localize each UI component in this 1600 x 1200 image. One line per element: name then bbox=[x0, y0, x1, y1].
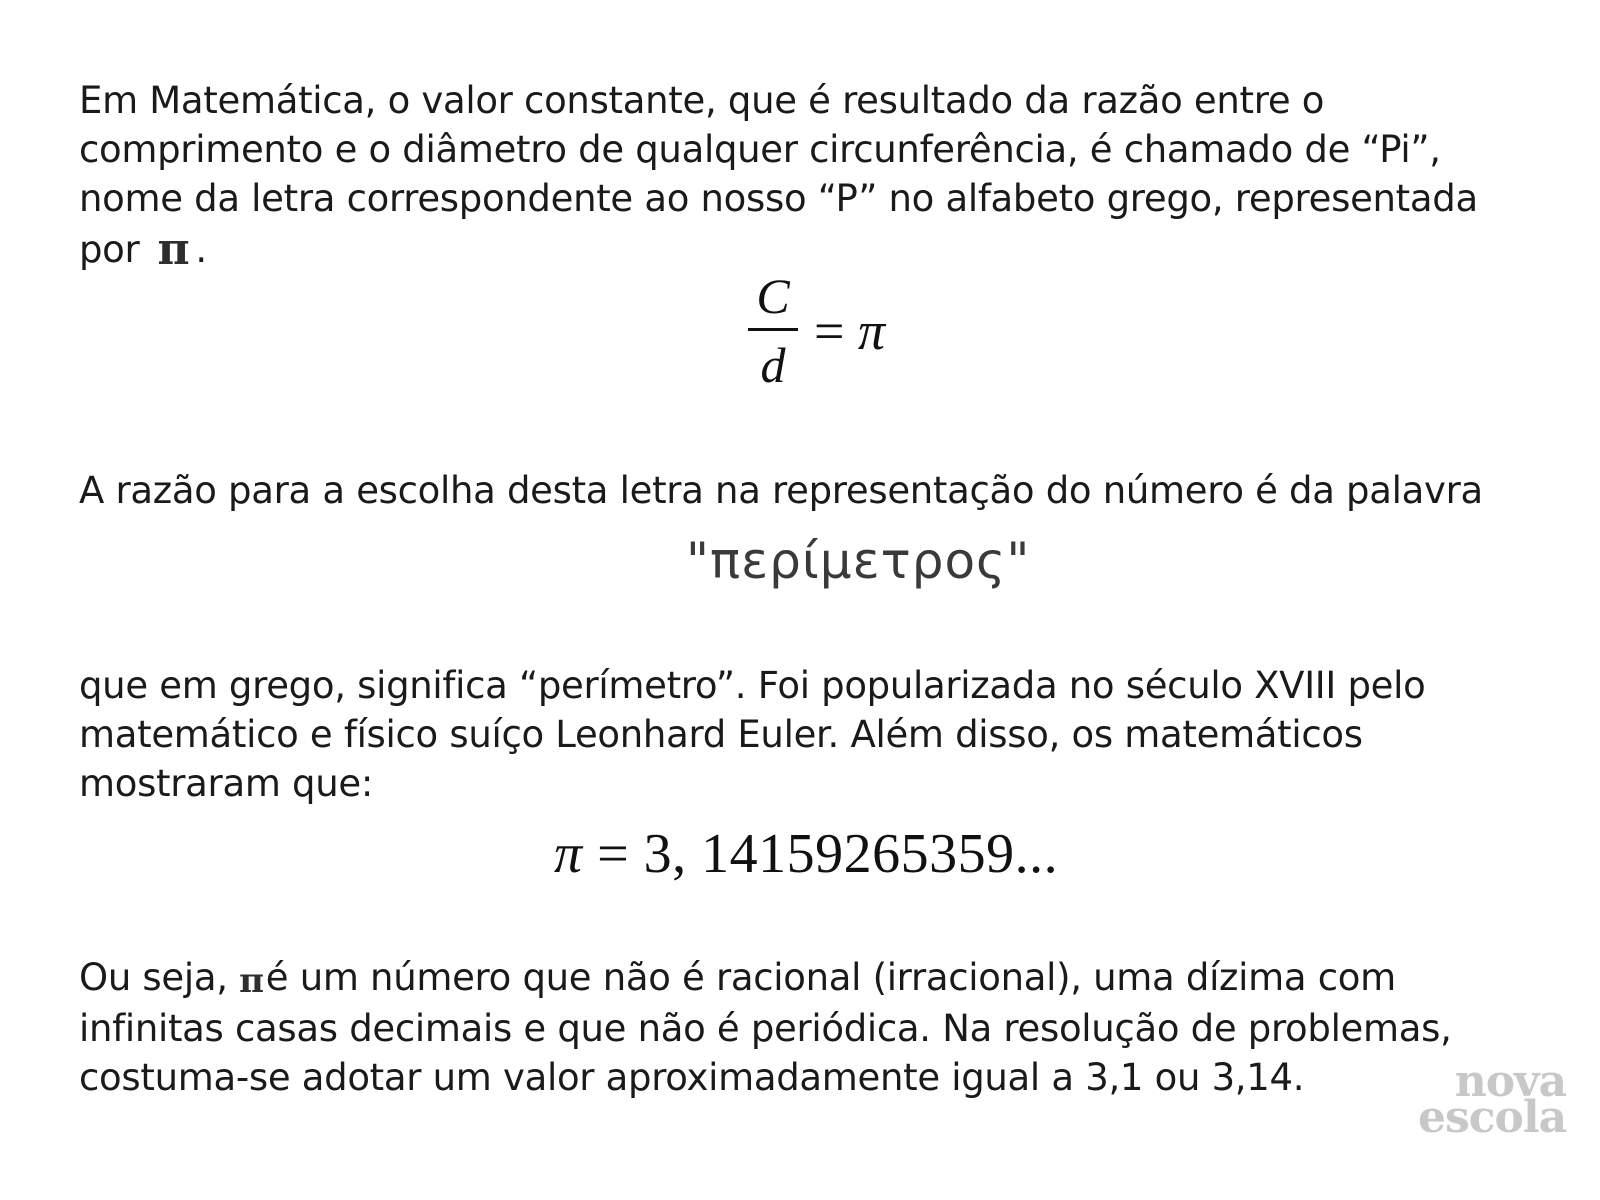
fraction-numerator: C bbox=[756, 268, 790, 324]
paragraph-text: é um número que não é racional (irracional), uma dízima com infinitas casas decimais e que não é periódica. Na resolução de problemas, costuma-se adotar um valor aproximadamente igual a 3,1 ou 3,14. bbox=[79, 956, 1452, 1099]
pi-symbol-image: π bbox=[239, 961, 264, 1001]
pi-symbol-image: π bbox=[157, 224, 190, 275]
paragraph-irrational bbox=[79, 953, 1539, 1102]
fraction-bar bbox=[748, 328, 798, 331]
fraction bbox=[748, 268, 798, 393]
paragraph-text: que em grego, significa “perímetro”. Foi popularizada no século XVIII pelo matemático e físico suíço Leonhard Euler. Além disso, os matemáticos mostraram que: bbox=[79, 664, 1426, 805]
equals-sign: = bbox=[597, 823, 630, 885]
paragraph-pi-definition bbox=[79, 76, 1539, 274]
fraction-denominator: d bbox=[760, 337, 786, 393]
logo-line-nova: nova bbox=[1454, 1056, 1567, 1107]
pi-symbol: π bbox=[554, 823, 583, 885]
paragraph-letter-reason bbox=[79, 466, 1539, 515]
formula-equals-part bbox=[814, 300, 885, 362]
pi-decimal-value: 3, 14159265359... bbox=[643, 823, 1059, 885]
logo-line-escola: escola bbox=[1418, 1092, 1567, 1143]
formula-circumference-ratio bbox=[748, 268, 885, 393]
paragraph-text: A razão para a escolha desta letra na representação do número é da palavra bbox=[79, 469, 1483, 512]
formula-pi-value bbox=[554, 822, 1058, 886]
pi-result: π bbox=[857, 300, 886, 361]
paragraph-prefix: Ou seja, bbox=[79, 956, 228, 999]
greek-word-perimetros: "περίμετρος" bbox=[686, 532, 1031, 590]
paragraph-text: Em Matemática, o valor constante, que é resultado da razão entre o comprimento e o diâmetro de qualquer circunferência, é chamado de “Pi”, nome da letra correspondente ao nosso “P” no alfabeto grego, representada por bbox=[79, 79, 1478, 271]
nova-escola-logo bbox=[1418, 1056, 1567, 1143]
equals-sign: = bbox=[814, 300, 845, 361]
paragraph-euler bbox=[79, 661, 1539, 808]
paragraph-period: . bbox=[195, 228, 207, 271]
